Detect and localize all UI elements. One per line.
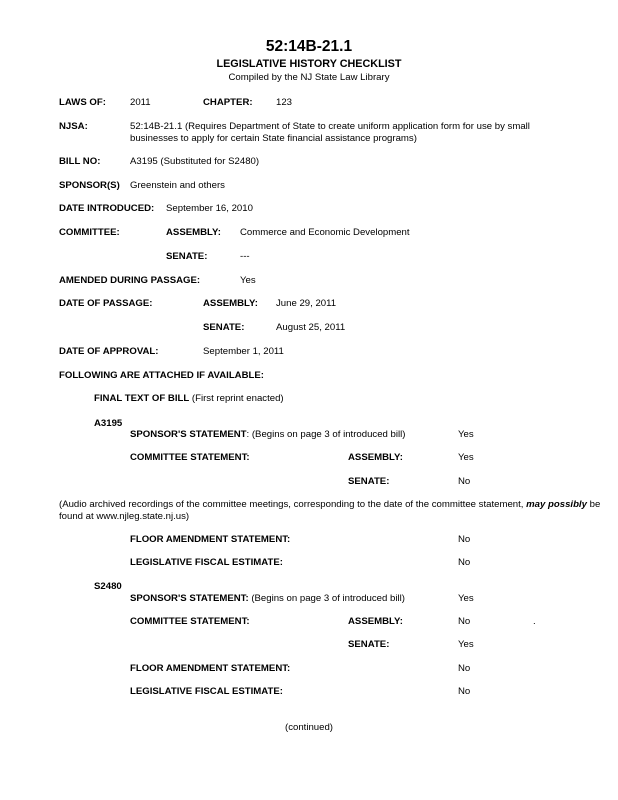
final-text-label: FINAL TEXT OF BILL	[94, 393, 190, 404]
chapter-value: 123	[276, 97, 293, 108]
s2480-sponsor-label: SPONSOR'S STATEMENT:	[130, 593, 249, 604]
laws-of-label: LAWS OF:	[59, 97, 106, 108]
sponsor-label: SPONSOR(S)	[59, 180, 120, 191]
passage-label: DATE OF PASSAGE:	[59, 298, 153, 309]
continued-note: (continued)	[285, 722, 333, 733]
page-subtitle: LEGISLATIVE HISTORY CHECKLIST	[216, 58, 402, 70]
s2480-floor-value: No	[458, 663, 471, 674]
passage-assembly-label: ASSEMBLY:	[203, 298, 258, 309]
compiled-by: Compiled by the NJ State Law Library	[228, 72, 390, 83]
committee-assembly-label: ASSEMBLY:	[166, 227, 221, 238]
a3195-sponsor-label: SPONSOR'S STATEMENT	[130, 429, 247, 440]
s2480-assembly-label: ASSEMBLY:	[348, 616, 403, 627]
passage-senate-value: August 25, 2011	[276, 322, 346, 333]
s2480-sponsor-row	[130, 593, 405, 604]
approval-label: DATE OF APPROVAL:	[59, 346, 159, 357]
s2480-floor-label: FLOOR AMENDMENT STATEMENT:	[130, 663, 291, 674]
a3195-floor-label: FLOOR AMENDMENT STATEMENT:	[130, 534, 291, 545]
s2480-sponsor-note: (Begins on page 3 of introduced bill)	[248, 593, 405, 604]
audio-note-text: (Audio archived recordings of the committee meetings, corresponding to the date of the committee statement,	[59, 499, 527, 510]
audio-note-link-text: be found at www.njleg.state.nj.us)	[59, 499, 601, 522]
amended-label: AMENDED DURING PASSAGE:	[59, 275, 201, 286]
a3195-assembly-value: Yes	[458, 452, 474, 463]
s2480-sponsor-value: Yes	[458, 593, 474, 604]
final-text-note: (First reprint enacted)	[189, 393, 284, 404]
committee-senate-label: SENATE:	[166, 251, 208, 262]
a3195-sponsor-row	[130, 429, 405, 440]
committee-assembly-value: Commerce and Economic Development	[240, 227, 410, 238]
s2480-stray-mark: .	[533, 616, 536, 627]
s2480-senate-label: SENATE:	[348, 639, 390, 650]
s2480-assembly-value: No	[458, 616, 471, 627]
committee-label: COMMITTEE:	[59, 227, 120, 238]
date-introduced-value: September 16, 2010	[166, 203, 253, 214]
a3195-floor-value: No	[458, 534, 471, 545]
attached-heading: FOLLOWING ARE ATTACHED IF AVAILABLE:	[59, 370, 264, 381]
a3195-assembly-label: ASSEMBLY:	[348, 452, 403, 463]
a3195-sponsor-note: : (Begins on page 3 of introduced bill)	[246, 429, 406, 440]
date-introduced-label: DATE INTRODUCED:	[59, 203, 155, 214]
final-text-row	[94, 393, 284, 404]
bill-no-label: BILL NO:	[59, 156, 101, 167]
a3195-senate-value: No	[458, 476, 471, 487]
passage-assembly-value: June 29, 2011	[276, 298, 337, 309]
a3195-fiscal-label: LEGISLATIVE FISCAL ESTIMATE:	[130, 557, 283, 568]
s2480-bill-label: S2480	[94, 581, 122, 592]
a3195-bill-label: A3195	[94, 418, 123, 429]
audio-note-emphasis: may possibly	[526, 499, 587, 510]
sponsor-value: Greenstein and others	[130, 180, 225, 191]
njsa-value: 52:14B-21.1 (Requires Department of State to create uniform application form for use by small businesses to apply for certain State financial assistance programs)	[130, 121, 530, 144]
a3195-senate-label: SENATE:	[348, 476, 390, 487]
njsa-label: NJSA:	[59, 121, 88, 132]
laws-of-value: 2011	[130, 97, 151, 108]
audio-note	[59, 499, 604, 523]
bill-no-value: A3195 (Substituted for S2480)	[130, 156, 260, 167]
s2480-committee-label: COMMITTEE STATEMENT:	[130, 616, 250, 627]
a3195-committee-label: COMMITTEE STATEMENT:	[130, 452, 250, 463]
page-title: 52:14B-21.1	[265, 38, 353, 55]
s2480-fiscal-value: No	[458, 686, 471, 697]
s2480-fiscal-label: LEGISLATIVE FISCAL ESTIMATE:	[130, 686, 283, 697]
amended-value: Yes	[240, 275, 256, 286]
committee-senate-value: ---	[240, 251, 250, 262]
a3195-sponsor-value: Yes	[458, 429, 474, 440]
passage-senate-label: SENATE:	[203, 322, 245, 333]
approval-value: September 1, 2011	[203, 346, 284, 357]
chapter-label: CHAPTER:	[203, 97, 253, 108]
a3195-fiscal-value: No	[458, 557, 471, 568]
s2480-senate-value: Yes	[458, 639, 474, 650]
